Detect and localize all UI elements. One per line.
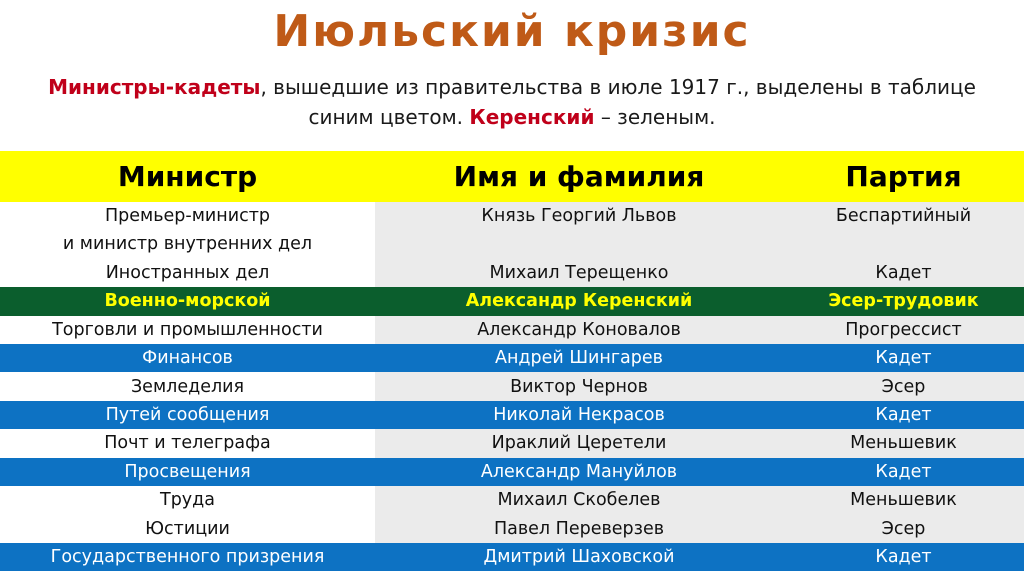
subtitle-text-1: , вышедшие из правительства в июле 1917 г., выделены в таблице	[260, 75, 976, 99]
cell-ministry: Иностранных дел	[0, 259, 375, 287]
cell-ministry: Юстиции	[0, 514, 375, 542]
cell-party: Кадет	[783, 344, 1024, 372]
cell-name: Виктор Чернов	[375, 372, 783, 400]
cell-name: Александр Керенский	[375, 287, 783, 315]
table-header-row	[0, 151, 1024, 202]
cell-party: Прогрессист	[783, 316, 1024, 344]
cell-name: Александр Коновалов	[375, 316, 783, 344]
cell-name: Павел Переверзев	[375, 514, 783, 542]
table-row	[0, 202, 1024, 259]
table-row	[0, 429, 1024, 457]
table-row-kerensky	[0, 287, 1024, 315]
cell-ministry: Путей сообщения	[0, 401, 375, 429]
cell-ministry-line-1: Премьер-министр	[104, 206, 271, 226]
table-row	[0, 259, 1024, 287]
cell-party: Беспартийный	[783, 202, 1024, 259]
cell-ministry	[0, 202, 375, 259]
cell-party: Меньшевик	[783, 429, 1024, 457]
cell-ministry: Земледелия	[0, 372, 375, 400]
cell-ministry: Почт и телеграфа	[0, 429, 375, 457]
cell-name: Ираклий Церетели	[375, 429, 783, 457]
subtitle-text-3: – зеленым.	[594, 105, 716, 129]
cell-name: Дмитрий Шаховской	[375, 543, 783, 571]
cell-party: Кадет	[783, 401, 1024, 429]
table-row	[0, 372, 1024, 400]
page-title: Июльский кризис	[273, 6, 751, 57]
cell-party: Кадет	[783, 543, 1024, 571]
page-subtitle	[0, 72, 1024, 132]
table-row-kadet	[0, 543, 1024, 571]
header-party: Партия	[845, 160, 962, 193]
cell-name: Михаил Терещенко	[375, 259, 783, 287]
table-row-kadet	[0, 458, 1024, 486]
cell-ministry: Государственного призрения	[0, 543, 375, 571]
cell-ministry: Просвещения	[0, 458, 375, 486]
cell-ministry: Военно-морской	[0, 287, 375, 315]
subtitle-line-1	[0, 72, 1024, 102]
cell-name: Михаил Скобелев	[375, 486, 783, 514]
cell-ministry: Труда	[0, 486, 375, 514]
cell-party: Кадет	[783, 259, 1024, 287]
cell-party: Эсер-трудовик	[783, 287, 1024, 315]
cell-ministry-line-2: и министр внутренних дел	[62, 234, 313, 255]
cell-party: Эсер	[783, 372, 1024, 400]
cell-name: Александр Мануйлов	[375, 458, 783, 486]
cell-ministry: Торговли и промышленности	[0, 316, 375, 344]
table-row-kadet	[0, 401, 1024, 429]
header-name: Имя и фамилия	[453, 160, 705, 193]
cell-party: Кадет	[783, 458, 1024, 486]
subtitle-line-2	[0, 102, 1024, 132]
header-minister: Министр	[117, 160, 258, 193]
table-row	[0, 486, 1024, 514]
cell-ministry: Финансов	[0, 344, 375, 372]
ministers-table	[0, 151, 1024, 571]
table-row	[0, 514, 1024, 542]
table-row	[0, 316, 1024, 344]
cell-party: Меньшевик	[783, 486, 1024, 514]
cell-name: Андрей Шингарев	[375, 344, 783, 372]
subtitle-highlight-kerensky: Керенский	[469, 105, 595, 129]
cell-name: Князь Георгий Львов	[375, 202, 783, 259]
cell-name: Николай Некрасов	[375, 401, 783, 429]
table-row-kadet	[0, 344, 1024, 372]
subtitle-highlight-kadets: Министры-кадеты	[48, 75, 261, 99]
subtitle-text-2: синим цветом.	[308, 105, 470, 129]
cell-party: Эсер	[783, 514, 1024, 542]
